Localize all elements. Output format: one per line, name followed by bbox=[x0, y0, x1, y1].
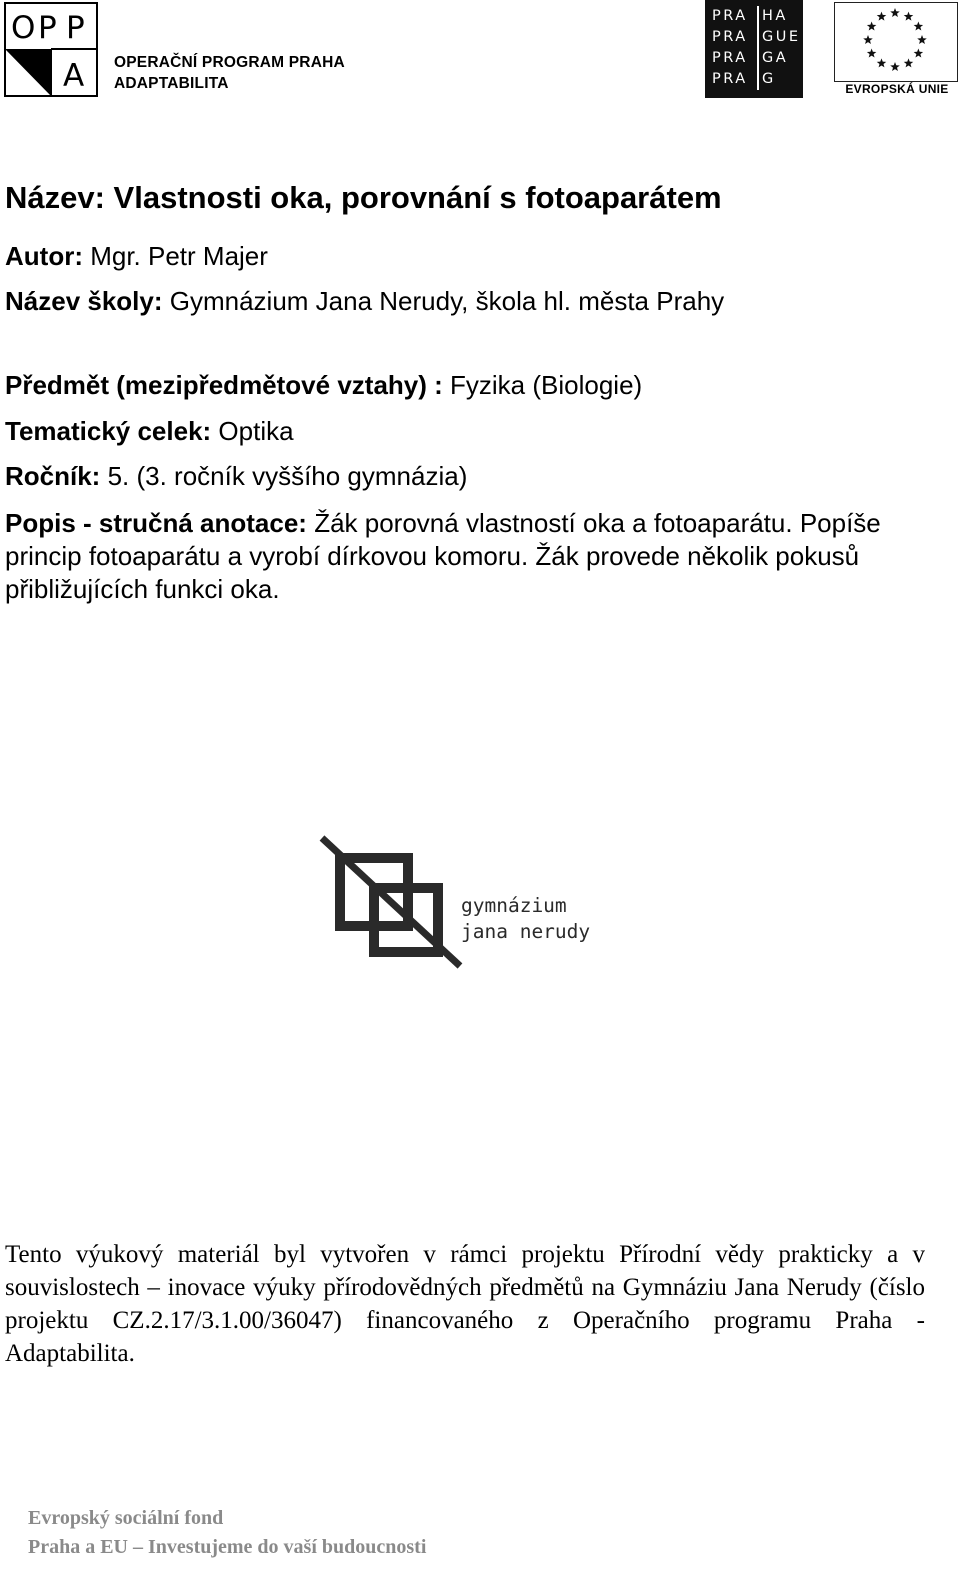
document-title: Název: Vlastnosti oka, porovnání s fotoaparátem bbox=[5, 180, 722, 215]
eu-label: EVROPSKÁ UNIE bbox=[845, 82, 949, 96]
eu-star-icon bbox=[904, 58, 914, 67]
praha-logo-row-2: PRA GUE bbox=[712, 29, 801, 45]
oppa-letter-o: O bbox=[11, 10, 36, 46]
subject-line bbox=[5, 370, 642, 401]
esf-line2: Praha a EU – Investujeme do vaší budoucnosti bbox=[28, 1536, 427, 1558]
eu-star-icon bbox=[863, 35, 873, 44]
topic-label: Tematický celek: bbox=[5, 416, 212, 446]
eu-stars-circle bbox=[835, 3, 956, 80]
eu-star-icon bbox=[914, 22, 924, 31]
subject-label: Předmět (mezipředmětové vztahy) : bbox=[5, 370, 443, 400]
author-label: Autor: bbox=[5, 241, 83, 271]
school-logo-graphic bbox=[318, 834, 618, 974]
school-logo bbox=[318, 834, 618, 974]
school-value: Gymnázium Jana Nerudy, škola hl. města Prahy bbox=[162, 286, 725, 316]
eu-star-icon bbox=[867, 49, 877, 58]
esf-line1: Evropský sociální fond bbox=[28, 1507, 224, 1529]
topic-value: Optika bbox=[211, 416, 294, 446]
eu-star-icon bbox=[890, 8, 900, 17]
eu-star-icon bbox=[867, 22, 877, 31]
annotation-paragraph bbox=[5, 507, 945, 606]
eu-flag-logo bbox=[834, 2, 958, 82]
eu-star-icon bbox=[890, 62, 900, 71]
grade-label: Ročník: bbox=[5, 461, 101, 491]
oppa-letter-p1: P bbox=[38, 10, 57, 46]
author-value: Mgr. Petr Majer bbox=[82, 241, 268, 271]
eu-star-icon bbox=[877, 12, 887, 21]
annotation-value: Žák porovná vlastností oka a fotoaparátu. Popíše princip fotoaparátu a vyrobí dírkovou komoru. Žák provede několik pokusů přibližujících funkci oka. bbox=[5, 508, 881, 604]
praha-logo bbox=[705, 0, 803, 98]
grade-value: 5. (3. ročník vyššího gymnázia) bbox=[100, 461, 468, 491]
eu-star-icon bbox=[904, 12, 914, 21]
praha-logo-separator bbox=[757, 6, 759, 90]
eu-star-icon bbox=[914, 49, 924, 58]
oppa-text-line1: OPERAČNÍ PROGRAM PRAHA bbox=[114, 54, 345, 71]
school-label: Název školy: bbox=[5, 286, 163, 316]
oppa-logo-graphic bbox=[4, 2, 98, 97]
school-logo-line2: jana nerudy bbox=[461, 920, 591, 943]
school-line bbox=[5, 286, 724, 317]
oppa-letter-p2: P bbox=[66, 10, 85, 46]
praha-logo-row-3: PRA GA bbox=[712, 50, 789, 66]
project-statement: Tento výukový materiál byl vytvořen v rámci projektu Přírodní vědy prakticky a v souvislostech – inovace výuky přírodovědných předmětů na Gymnáziu Jana Nerudy (číslo projektu CZ.2.17/3.1.00/36047) financovaného z Operačního programu Praha - Adaptabilita. bbox=[5, 1241, 925, 1367]
praha-logo-row-1: PRA HA bbox=[712, 8, 788, 24]
author-line bbox=[5, 241, 268, 272]
oppa-text-line2: ADAPTABILITA bbox=[114, 75, 229, 92]
praha-logo-row-4: PRA G bbox=[712, 71, 776, 87]
annotation-label: Popis - stručná anotace: bbox=[5, 508, 307, 538]
oppa-program-name bbox=[114, 52, 345, 94]
subject-value: Fyzika (Biologie) bbox=[442, 370, 643, 400]
oppa-logo bbox=[4, 2, 98, 97]
eu-star-icon bbox=[877, 58, 887, 67]
grade-line bbox=[5, 461, 467, 492]
topic-line bbox=[5, 416, 294, 447]
oppa-letter-a: A bbox=[63, 58, 85, 94]
eu-star-icon bbox=[917, 35, 927, 44]
school-logo-line1: gymnázium bbox=[461, 894, 567, 917]
